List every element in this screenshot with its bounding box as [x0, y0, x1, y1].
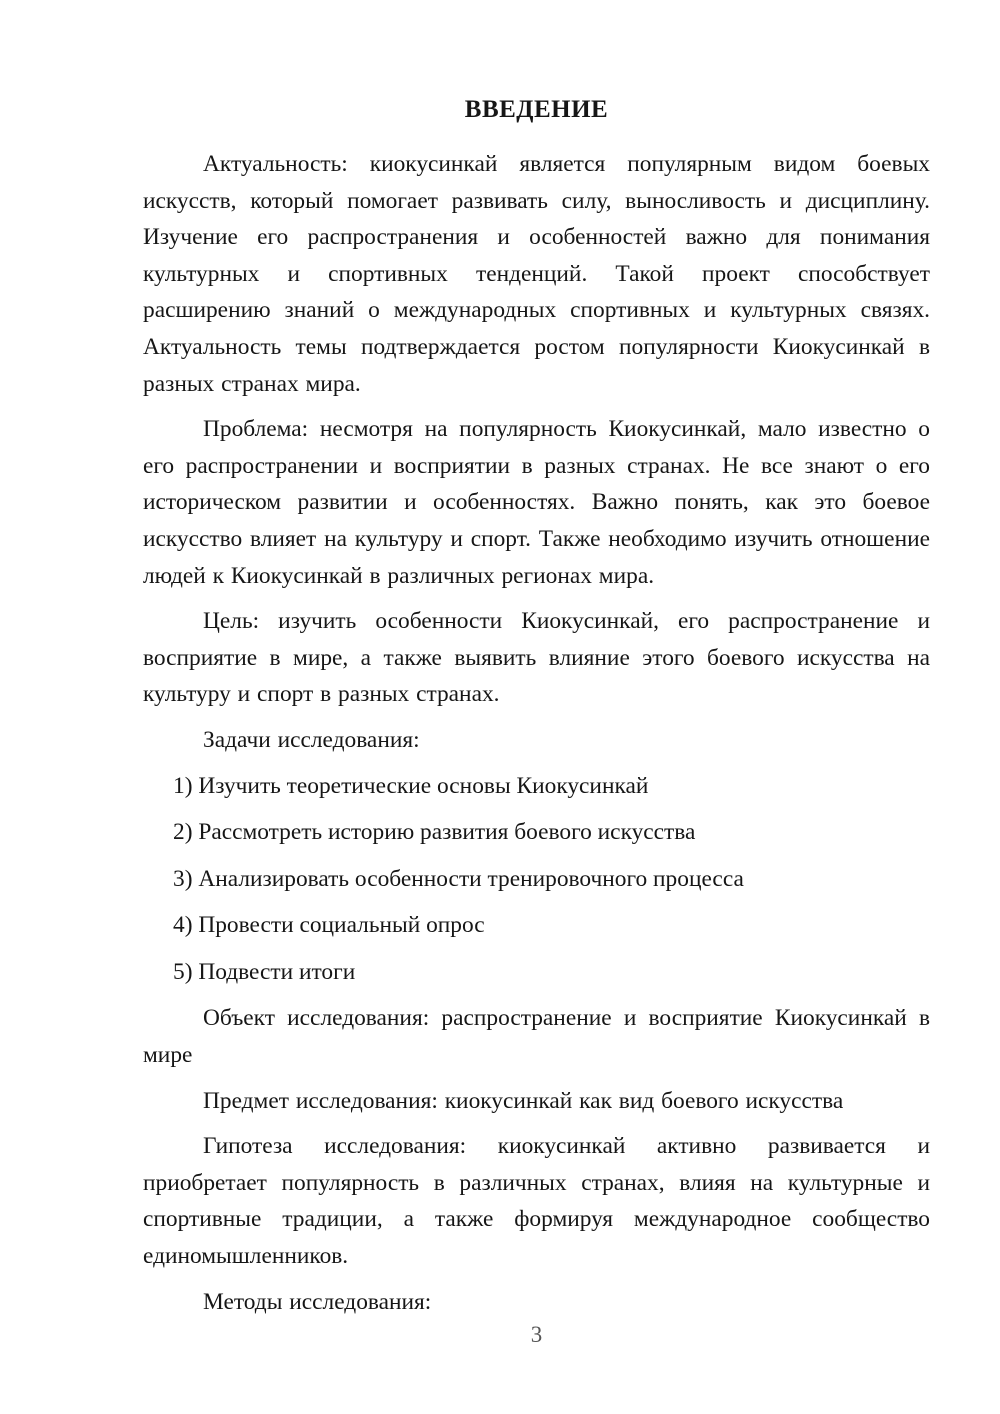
section-title: ВВЕДЕНИЕ [464, 96, 609, 123]
task-list-item-3: 3) Анализировать особенности тренировочного процесса [173, 865, 744, 892]
task-list-item-2: 2) Рассмотреть историю развития боевого искусства [173, 819, 696, 846]
paragraph-goal: Цель: изучить особенности Киокусинкай, его распространение и восприятие в мире, а также выявить влияние этого боевого искусства на культуру и спорт в разных странах. [143, 608, 930, 708]
task-list-item-4: 4) Провести социальный опрос [173, 912, 485, 939]
paragraph-object: Объект исследования: распространение и восприятие Киокусинкай в мире [143, 1005, 930, 1069]
paragraph-hypothesis: Гипотеза исследования: киокусинкай активно развивается и приобретает популярность в различных странах, влияя на культурные и спортивные традиции, а также формируя международное сообщество единомышленников. [143, 1133, 930, 1270]
paragraph-methods-heading: Методы исследования: [203, 1288, 432, 1315]
paragraph-problem: Проблема: несмотря на популярность Киокусинкай, мало известно о его распространении и восприятии в разных странах. Не все знают о его историческом развитии и особенностях. Важно понять, как это боевое искусство влияет на культуру и спорт. Также необходимо изучить отношение людей к Киокусинкай в различных регионах мира. [143, 416, 930, 589]
page-number: 3 [530, 1322, 543, 1347]
task-list-item-1: 1) Изучить теоретические основы Киокусинкай [173, 772, 649, 799]
page-content [143, 96, 930, 1329]
task-list-item-5: 5) Подвести итоги [173, 958, 356, 985]
paragraph-relevance: Актуальность: киокусинкай является популярным видом боевых искусств, который помогает развивать силу, выносливость и дисциплину. Изучение его распространения и особенностей важно для понимания культурных и спортивных тенденций. Такой проект способствует расширению знаний о международных спортивных и культурных связях. Актуальность темы подтверждается ростом популярности Киокусинкай в разных странах мира. [143, 151, 930, 397]
paragraph-subject: Предмет исследования: киокусинкай как вид боевого искусства [203, 1087, 844, 1114]
paragraph-tasks-heading: Задачи исследования: [203, 726, 420, 753]
